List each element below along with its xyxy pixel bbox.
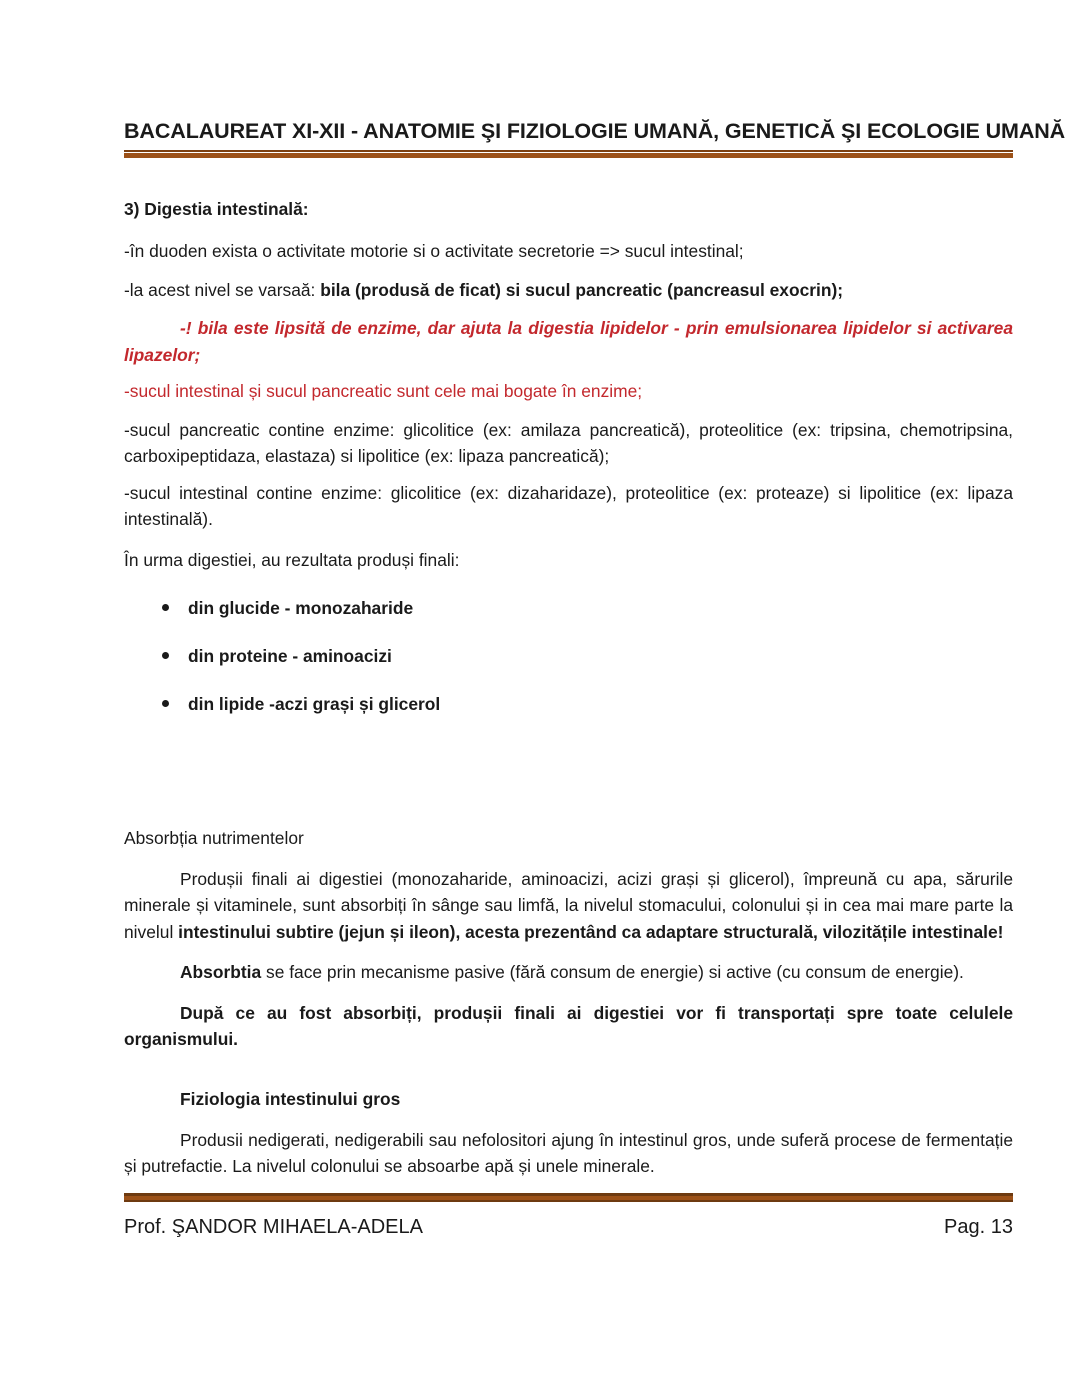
bullet-icon bbox=[162, 604, 169, 611]
list-item-label: din glucide - monozaharide bbox=[188, 597, 414, 618]
heading-fiziologia-intestinului-gros: Fiziologia intestinului gros bbox=[180, 1089, 401, 1110]
list-item-label: din lipide -aczi grași și glicerol bbox=[188, 694, 441, 715]
paragraph-varsa-bold: bila (produsă de ficat) si sucul pancreatic (pancreasul exocrin); bbox=[320, 279, 844, 300]
paragraph-absorbtia-rest: se face prin mecanisme pasive (fără consum de energie) si active (cu consum de energie). bbox=[261, 962, 964, 983]
red-line-sucuri: -sucul intestinal și sucul pancreatic sunt cele mai bogate în enzime; bbox=[124, 381, 643, 402]
paragraph-absorbtia-mecanisme bbox=[124, 959, 1013, 985]
paragraph-enzime-pancreatic: -sucul pancreatic contine enzime: glicolitice (ex: amilaza pancreatică), proteolitice (ex: tripsina, chemotripsina, carboxipeptidaza, elastaza) si lipolitice (ex: lipaza pancreatică); bbox=[124, 419, 1013, 467]
paragraph-varsa bbox=[124, 277, 1013, 303]
paragraph-enzime-intestinal: -sucul intestinal contine enzime: glicolitice (ex: dizaharidaze), proteolitice (ex: proteaze) si lipolitice (ex: lipaza intestinală). bbox=[124, 482, 1013, 530]
page-header bbox=[124, 118, 1066, 158]
paragraph-absorbtie-produsi-bold: intestinului subtire (jejun și ileon), acesta prezentând ca adaptare structurală, vilozitățile intestinale! bbox=[178, 921, 1004, 942]
paragraph-absorbtia-label: Absorbtia bbox=[180, 962, 262, 983]
paragraph-dupa-absorbtie: După ce au fost absorbiți, produșii finali ai digestiei vor fi transportați spre toate celulele organismului. bbox=[124, 1002, 1013, 1050]
heading-absorbtia-nutrimentelor: Absorbția nutrimentelor bbox=[124, 828, 304, 849]
paragraph-produsi-finali-intro: În urma digestiei, au rezultata produși finali: bbox=[124, 549, 460, 570]
page-footer bbox=[124, 1193, 1013, 1239]
paragraph-duoden: -în duoden exista o activitate motorie si o activitate secretorie => sucul intestinal; bbox=[124, 241, 744, 262]
header-title: BACALAUREAT XI-XII - ANATOMIE ŞI FIZIOLOGIE UMANĂ, GENETICĂ ŞI ECOLOGIE UMANĂ bbox=[124, 119, 1066, 143]
red-note-bila: -! bila este lipsită de enzime, dar ajuta la digestia lipidelor - prin emulsionarea lipidelor si activarea lipazelor; bbox=[124, 318, 1013, 365]
header-divider bbox=[124, 150, 1013, 158]
footer-divider bbox=[124, 1193, 1013, 1202]
footer-row bbox=[124, 1216, 1013, 1239]
header-divider-thick-line bbox=[124, 153, 1013, 158]
footer-author: Prof. ŞANDOR MIHAELA-ADELA bbox=[124, 1216, 423, 1238]
footer-divider-bottom-line bbox=[124, 1200, 1013, 1202]
bullet-icon bbox=[162, 652, 169, 659]
paragraph-absorbtie-produsi-text: Produșii finali ai digestiei (monozaharide, aminoacizi, acizi grași și glicerol), împreună cu apa, sărurile minerale și vitaminele, sunt absorbiți în sânge sau limfă, la nivelul stomacului, colonului și in cea mai mare parte la nivelul bbox=[124, 868, 1013, 942]
list-item bbox=[124, 595, 1013, 621]
document-body bbox=[124, 196, 1013, 1180]
footer-page-number: Pag. 13 bbox=[944, 1216, 1013, 1238]
list-item bbox=[124, 643, 1013, 669]
products-list bbox=[124, 595, 1013, 717]
paragraph-intestin-gros: Produsii nedigerati, nedigerabili sau nefolositori ajung în intestinul gros, unde suferă procese de fermentație și putrefactie. La nivelul colonului se absoarbe apă și unele minerale. bbox=[124, 1129, 1013, 1177]
bullet-icon bbox=[162, 700, 169, 707]
list-item bbox=[124, 691, 1013, 717]
section-title-digestia-intestinala: 3) Digestia intestinală: bbox=[124, 199, 309, 219]
list-item-label: din proteine - aminoacizi bbox=[188, 646, 392, 667]
paragraph-absorbtie-produsi bbox=[124, 866, 1013, 945]
paragraph-varsa-prefix: -la acest nivel se varsaă: bbox=[124, 279, 321, 300]
